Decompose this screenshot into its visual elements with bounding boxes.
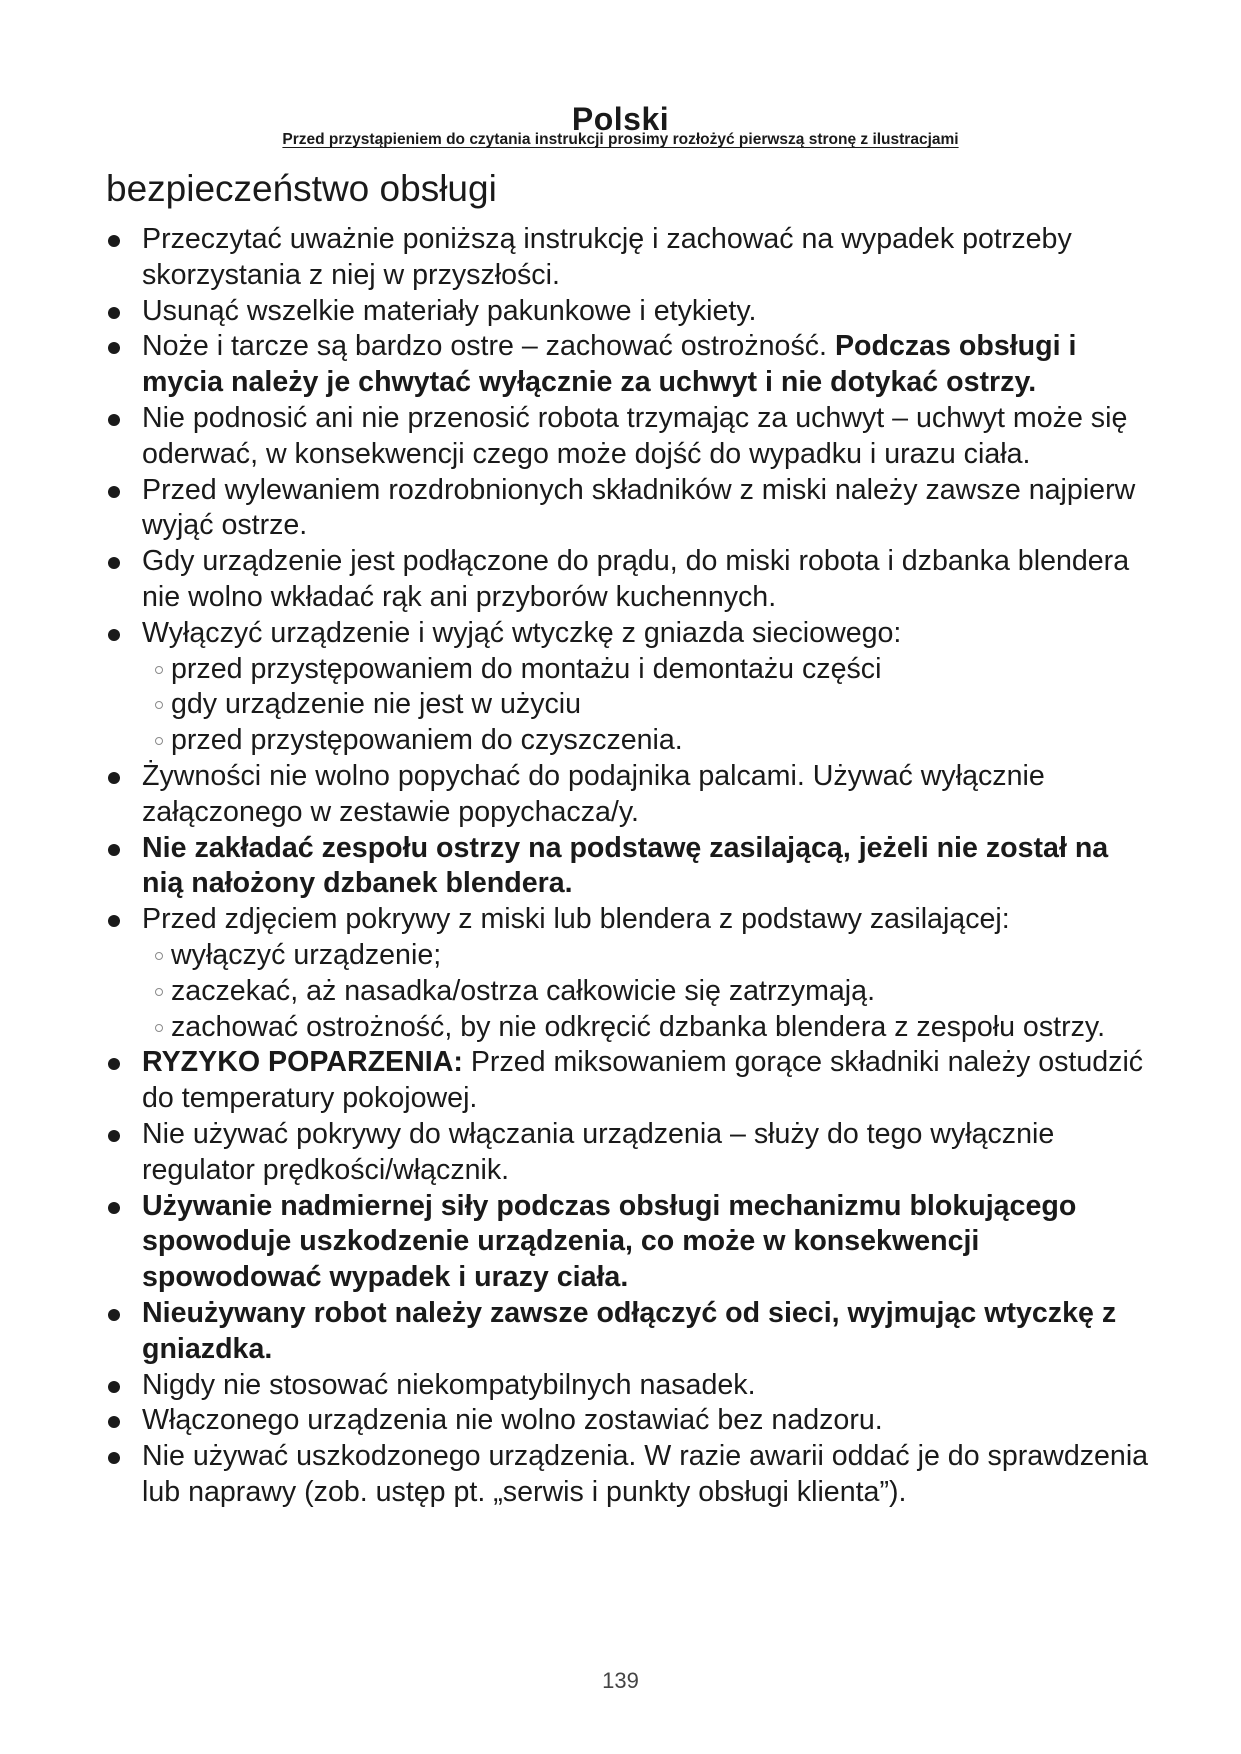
safety-item-4 bbox=[106, 401, 1156, 473]
item-text: Usunąć wszelkie materiały pakunkowe i etykiety. bbox=[142, 294, 757, 327]
item-bold-text: Używanie nadmiernej siły podczas obsługi mechanizmu blokującego spowoduje uszkodzenie urządzenia, co może w konsekwencji spowodować wypadek i urazy ciała. bbox=[142, 1189, 1077, 1294]
item-bold-text: Nieużywany robot należy zawsze odłączyć od sieci, wyjmując wtyczkę z gniazdka. bbox=[142, 1296, 1117, 1365]
page-subtitle-text: Przed przystąpieniem do czytania instrukcji prosimy rozłożyć pierwszą stronę z ilustracjami bbox=[282, 131, 959, 148]
item-text: Nie używać uszkodzonego urządzenia. W razie awarii oddać je do sprawdzenia lub naprawy (zob. ustęp pt. „serwis i punkty obsługi klienta”). bbox=[142, 1440, 1149, 1508]
safety-item-11 bbox=[106, 1045, 1156, 1117]
item-text: Żywności nie wolno popychać do podajnika palcami. Używać wyłącznie załączonego w zestawie popychacza/y. bbox=[142, 759, 1045, 828]
item-text: Włączonego urządzenia nie wolno zostawiać bez nadzoru. bbox=[142, 1404, 883, 1437]
safety-item-1 bbox=[106, 222, 1156, 294]
safety-item-12 bbox=[106, 1117, 1156, 1189]
safety-item-8 bbox=[106, 759, 1156, 831]
safety-item-6 bbox=[106, 544, 1156, 616]
safety-item-14 bbox=[106, 1296, 1156, 1368]
safety-item-17 bbox=[106, 1439, 1156, 1511]
page-subtitle bbox=[0, 131, 1241, 149]
page-title: Polski bbox=[571, 101, 670, 138]
safety-list bbox=[106, 222, 1156, 1511]
safety-item-10 bbox=[106, 902, 1156, 1045]
sub-item: gdy urządzenie nie jest w użyciu bbox=[154, 687, 1156, 723]
safety-item-3 bbox=[106, 329, 1156, 401]
item-text: Przed miksowaniem gorące składniki należy ostudzić do temperatury pokojowej. bbox=[142, 1046, 1144, 1115]
item-text: Nie podnosić ani nie przenosić robota trzymając za uchwyt – uchwyt może się oderwać, w konsekwencji czego może dojść do wypadku i urazu ciała. bbox=[142, 401, 1128, 470]
item-bold-text: Podczas obsługi i mycia należy je chwytać wyłącznie za uchwyt i nie dotykać ostrzy. bbox=[142, 330, 1077, 399]
safety-item-13 bbox=[106, 1189, 1156, 1296]
section-heading: bezpieczeństwo obsługi bbox=[106, 168, 497, 209]
safety-item-16 bbox=[106, 1403, 1156, 1439]
sub-item: zachować ostrożność, by nie odkręcić dzbanka blendera z zespołu ostrzy. bbox=[154, 1010, 1156, 1046]
page-number: 139 bbox=[602, 1668, 639, 1693]
sub-list bbox=[142, 938, 1156, 1045]
safety-item-7 bbox=[106, 616, 1156, 759]
sub-item: przed przystępowaniem do czyszczenia. bbox=[154, 723, 1156, 759]
safety-item-2 bbox=[106, 294, 1156, 330]
item-text: Nigdy nie stosować niekompatybilnych nasadek. bbox=[142, 1368, 756, 1401]
item-text: Przeczytać uważnie poniższą instrukcję i zachować na wypadek potrzeby skorzystania z niej w przyszłości. bbox=[142, 223, 1072, 291]
item-text: Gdy urządzenie jest podłączone do prądu, do miski robota i dzbanka blendera nie wolno wkładać rąk ani przyborów kuchennych. bbox=[142, 545, 1130, 613]
item-text: Przed wylewaniem rozdrobnionych składników z miski należy zawsze najpierw wyjąć ostrze. bbox=[142, 473, 1136, 542]
item-bold-text: Nie zakładać zespołu ostrzy na podstawę zasilającą, jeżeli nie został na nią nałożony dzbanek blendera. bbox=[142, 831, 1109, 900]
item-text: Przed zdjęciem pokrywy z miski lub blendera z podstawy zasilającej: bbox=[142, 903, 1010, 936]
item-text: Wyłączyć urządzenie i wyjąć wtyczkę z gniazda sieciowego: bbox=[142, 616, 902, 649]
item-text: Noże i tarcze są bardzo ostre – zachować ostrożność. bbox=[142, 330, 835, 363]
safety-item-15 bbox=[106, 1368, 1156, 1404]
sub-item: wyłączyć urządzenie; bbox=[154, 938, 1156, 974]
item-text: Nie używać pokrywy do włączania urządzenia – służy do tego wyłącznie regulator prędkości/włącznik. bbox=[142, 1117, 1055, 1186]
sub-list bbox=[142, 652, 1156, 759]
safety-item-5 bbox=[106, 473, 1156, 545]
sub-item: zaczekać, aż nasadka/ostrza całkowicie się zatrzymają. bbox=[154, 974, 1156, 1010]
sub-item: przed przystępowaniem do montażu i demontażu części bbox=[154, 652, 1156, 688]
item-bold-text: RYZYKO POPARZENIA: bbox=[142, 1046, 463, 1079]
safety-item-9 bbox=[106, 831, 1156, 903]
